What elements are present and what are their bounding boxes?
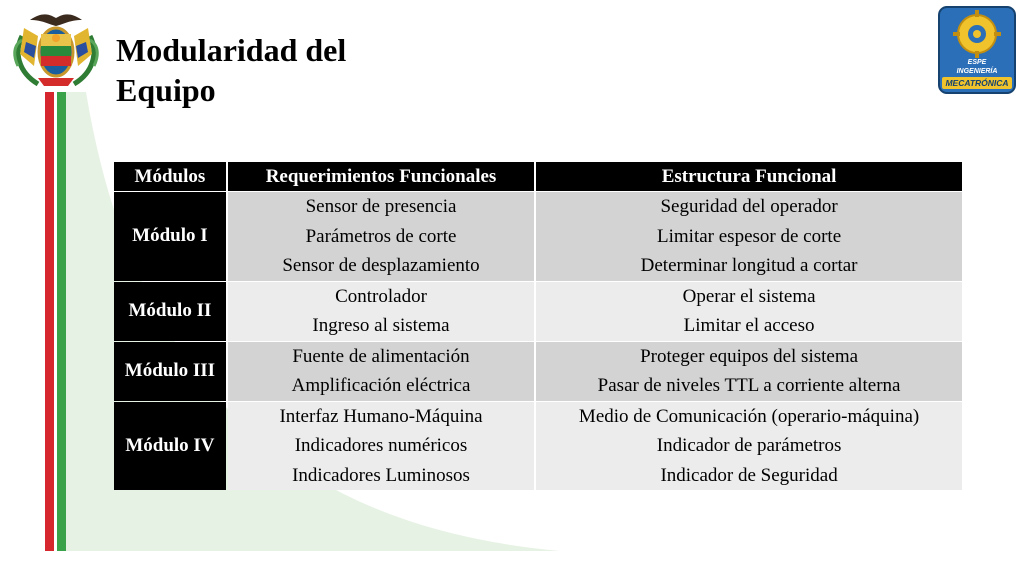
module-name: Módulo II: [114, 282, 226, 341]
requirement-item: Amplificación eléctrica: [291, 375, 471, 396]
header-modules: Módulos: [114, 162, 226, 191]
requirements-cell: [228, 192, 534, 281]
requirements-cell: [228, 402, 534, 491]
requirement-item: Interfaz Humano-Máquina: [279, 405, 483, 427]
structure-item: Operar el sistema: [682, 285, 816, 307]
structure-item: Medio de Comunicación (operario-máquina): [578, 405, 920, 427]
structure-item: Determinar longitud a cortar: [640, 255, 858, 276]
structure-cell: [536, 402, 962, 491]
structure-item: Limitar espesor de corte: [657, 225, 842, 247]
table-row: [114, 282, 962, 341]
page-title: [116, 30, 436, 110]
structure-item: Proteger equipos del sistema: [640, 345, 859, 367]
requirement-item: Sensor de presencia: [305, 196, 457, 217]
requirement-item: Indicadores Luminosos: [292, 464, 470, 486]
header-structure: Estructura Funcional: [536, 162, 962, 191]
logo-text-ingenieria: INGENIERÍA: [956, 68, 998, 75]
requirement-item: Indicadores numéricos: [294, 435, 468, 456]
requirements-cell: [228, 342, 534, 401]
requirement-item: Ingreso al sistema: [312, 315, 450, 336]
espe-mecatronica-logo: [938, 6, 1016, 94]
module-name: Módulo IV: [114, 402, 226, 491]
structure-item: Limitar el acceso: [683, 315, 815, 336]
requirement-item: Parámetros de corte: [305, 225, 457, 247]
header-requirements: Requerimientos Funcionales: [228, 162, 534, 191]
module-name: Módulo I: [114, 192, 226, 281]
structure-item: Seguridad del operador: [660, 196, 838, 217]
title-line-1: Modularidad del: [116, 32, 347, 68]
table-row: [114, 402, 962, 491]
requirements-cell: [228, 282, 534, 341]
requirement-item: Fuente de alimentación: [292, 345, 470, 367]
structure-item: Indicador de Seguridad: [660, 464, 838, 486]
requirement-item: Controlador: [335, 285, 427, 307]
coat-of-arms-logo: [8, 6, 104, 90]
green-stripe: [57, 92, 66, 551]
structure-cell: [536, 342, 962, 401]
structure-cell: [536, 192, 962, 281]
requirement-item: Sensor de desplazamiento: [282, 255, 480, 276]
title-line-2: Equipo: [116, 72, 216, 108]
table-header-row: [114, 162, 962, 191]
module-name: Módulo III: [114, 342, 226, 401]
structure-cell: [536, 282, 962, 341]
red-stripe: [45, 92, 54, 551]
logo-text-espe: ESPE: [967, 59, 987, 66]
structure-item: Indicador de parámetros: [656, 435, 842, 456]
table-row: [114, 342, 962, 401]
structure-item: Pasar de niveles TTL a corriente alterna: [597, 375, 901, 396]
table-row: [114, 192, 962, 281]
modules-table: [112, 161, 964, 491]
logo-text-mecatronica: MECATRÓNICA: [945, 78, 1009, 88]
